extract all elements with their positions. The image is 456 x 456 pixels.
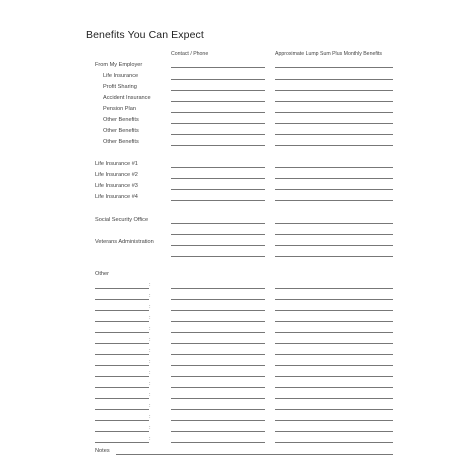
veterans-label: Veterans Administration — [95, 239, 154, 245]
amount-field[interactable] — [275, 79, 393, 80]
other-separator: : — [149, 425, 151, 431]
other-separator: : — [149, 315, 151, 321]
amount-field[interactable] — [275, 178, 393, 179]
amount-field[interactable] — [275, 431, 393, 432]
amount-field[interactable] — [275, 376, 393, 377]
amount-field[interactable] — [275, 90, 393, 91]
employer-item-label: Profit Sharing — [103, 84, 137, 90]
amount-field[interactable] — [275, 234, 393, 235]
contact-field[interactable] — [171, 376, 265, 377]
contact-field[interactable] — [171, 354, 265, 355]
other-name-field[interactable] — [95, 365, 149, 366]
other-separator: : — [149, 392, 151, 398]
contact-field[interactable] — [171, 321, 265, 322]
amount-field[interactable] — [275, 101, 393, 102]
entry-line[interactable] — [171, 67, 265, 68]
other-separator: : — [149, 337, 151, 343]
contact-field[interactable] — [171, 398, 265, 399]
other-name-field[interactable] — [95, 343, 149, 344]
employer-item-label: Life Insurance — [103, 73, 139, 79]
amount-field[interactable] — [275, 299, 393, 300]
amount-field[interactable] — [275, 245, 393, 246]
contact-field[interactable] — [171, 200, 265, 201]
amount-field[interactable] — [275, 223, 393, 224]
column-header-amount: Approximate Lump Sum Plus Monthly Benefits — [275, 51, 382, 57]
contact-field[interactable] — [171, 420, 265, 421]
notes-label: Notes — [95, 448, 110, 454]
contact-field[interactable] — [171, 343, 265, 344]
other-name-field[interactable] — [95, 321, 149, 322]
other-name-field[interactable] — [95, 387, 149, 388]
contact-field[interactable] — [171, 442, 265, 443]
contact-field[interactable] — [171, 288, 265, 289]
contact-field[interactable] — [171, 90, 265, 91]
employer-item-label: Other Benefits — [103, 139, 139, 145]
amount-field[interactable] — [275, 409, 393, 410]
amount-field[interactable] — [275, 167, 393, 168]
contact-field[interactable] — [171, 134, 265, 135]
other-heading: Other — [95, 271, 109, 277]
contact-field[interactable] — [171, 234, 265, 235]
other-separator: : — [149, 326, 151, 332]
amount-field[interactable] — [275, 398, 393, 399]
amount-field[interactable] — [275, 134, 393, 135]
other-separator: : — [149, 403, 151, 409]
contact-field[interactable] — [171, 79, 265, 80]
contact-field[interactable] — [171, 223, 265, 224]
employer-item-label: Other Benefits — [103, 117, 139, 123]
notes-field[interactable] — [116, 454, 393, 455]
other-separator: : — [149, 414, 151, 420]
other-name-field[interactable] — [95, 332, 149, 333]
life-insurance-label: Life Insurance #3 — [95, 183, 138, 189]
other-name-field[interactable] — [95, 398, 149, 399]
contact-field[interactable] — [171, 299, 265, 300]
amount-field[interactable] — [275, 343, 393, 344]
page-title: Benefits You Can Expect — [86, 29, 204, 41]
employer-heading: From My Employer — [95, 62, 143, 68]
other-name-field[interactable] — [95, 409, 149, 410]
other-separator: : — [149, 359, 151, 365]
employer-item-label: Other Benefits — [103, 128, 139, 134]
contact-field[interactable] — [171, 409, 265, 410]
amount-field[interactable] — [275, 365, 393, 366]
other-separator: : — [149, 436, 151, 442]
other-separator: : — [149, 348, 151, 354]
amount-field[interactable] — [275, 123, 393, 124]
contact-field[interactable] — [171, 167, 265, 168]
life-insurance-label: Life Insurance #1 — [95, 161, 138, 167]
other-name-field[interactable] — [95, 299, 149, 300]
contact-field[interactable] — [171, 178, 265, 179]
amount-field[interactable] — [275, 420, 393, 421]
other-separator: : — [149, 381, 151, 387]
contact-field[interactable] — [171, 310, 265, 311]
other-name-field[interactable] — [95, 288, 149, 289]
amount-field[interactable] — [275, 288, 393, 289]
other-name-field[interactable] — [95, 431, 149, 432]
contact-field[interactable] — [171, 431, 265, 432]
amount-field[interactable] — [275, 189, 393, 190]
employer-item-label: Pension Plan — [103, 106, 136, 112]
other-name-field[interactable] — [95, 442, 149, 443]
amount-field[interactable] — [275, 321, 393, 322]
amount-field[interactable] — [275, 112, 393, 113]
column-header-contact: Contact / Phone — [171, 51, 209, 57]
other-name-field[interactable] — [95, 354, 149, 355]
contact-field[interactable] — [171, 387, 265, 388]
amount-field[interactable] — [275, 442, 393, 443]
contact-field[interactable] — [171, 256, 265, 257]
amount-field[interactable] — [275, 310, 393, 311]
other-separator: : — [149, 304, 151, 310]
amount-field[interactable] — [275, 200, 393, 201]
other-name-field[interactable] — [95, 420, 149, 421]
amount-field[interactable] — [275, 145, 393, 146]
contact-field[interactable] — [171, 145, 265, 146]
contact-field[interactable] — [171, 123, 265, 124]
employer-item-label: Accident Insurance — [103, 95, 151, 101]
life-insurance-label: Life Insurance #2 — [95, 172, 138, 178]
entry-line[interactable] — [275, 67, 393, 68]
amount-field[interactable] — [275, 332, 393, 333]
other-name-field[interactable] — [95, 376, 149, 377]
amount-field[interactable] — [275, 354, 393, 355]
contact-field[interactable] — [171, 112, 265, 113]
contact-field[interactable] — [171, 365, 265, 366]
contact-field[interactable] — [171, 189, 265, 190]
contact-field[interactable] — [171, 245, 265, 246]
other-separator: : — [149, 293, 151, 299]
social-security-label: Social Security Office — [95, 217, 149, 223]
contact-field[interactable] — [171, 101, 265, 102]
other-separator: : — [149, 282, 151, 288]
amount-field[interactable] — [275, 256, 393, 257]
life-insurance-label: Life Insurance #4 — [95, 194, 138, 200]
contact-field[interactable] — [171, 332, 265, 333]
other-separator: : — [149, 370, 151, 376]
amount-field[interactable] — [275, 387, 393, 388]
other-name-field[interactable] — [95, 310, 149, 311]
